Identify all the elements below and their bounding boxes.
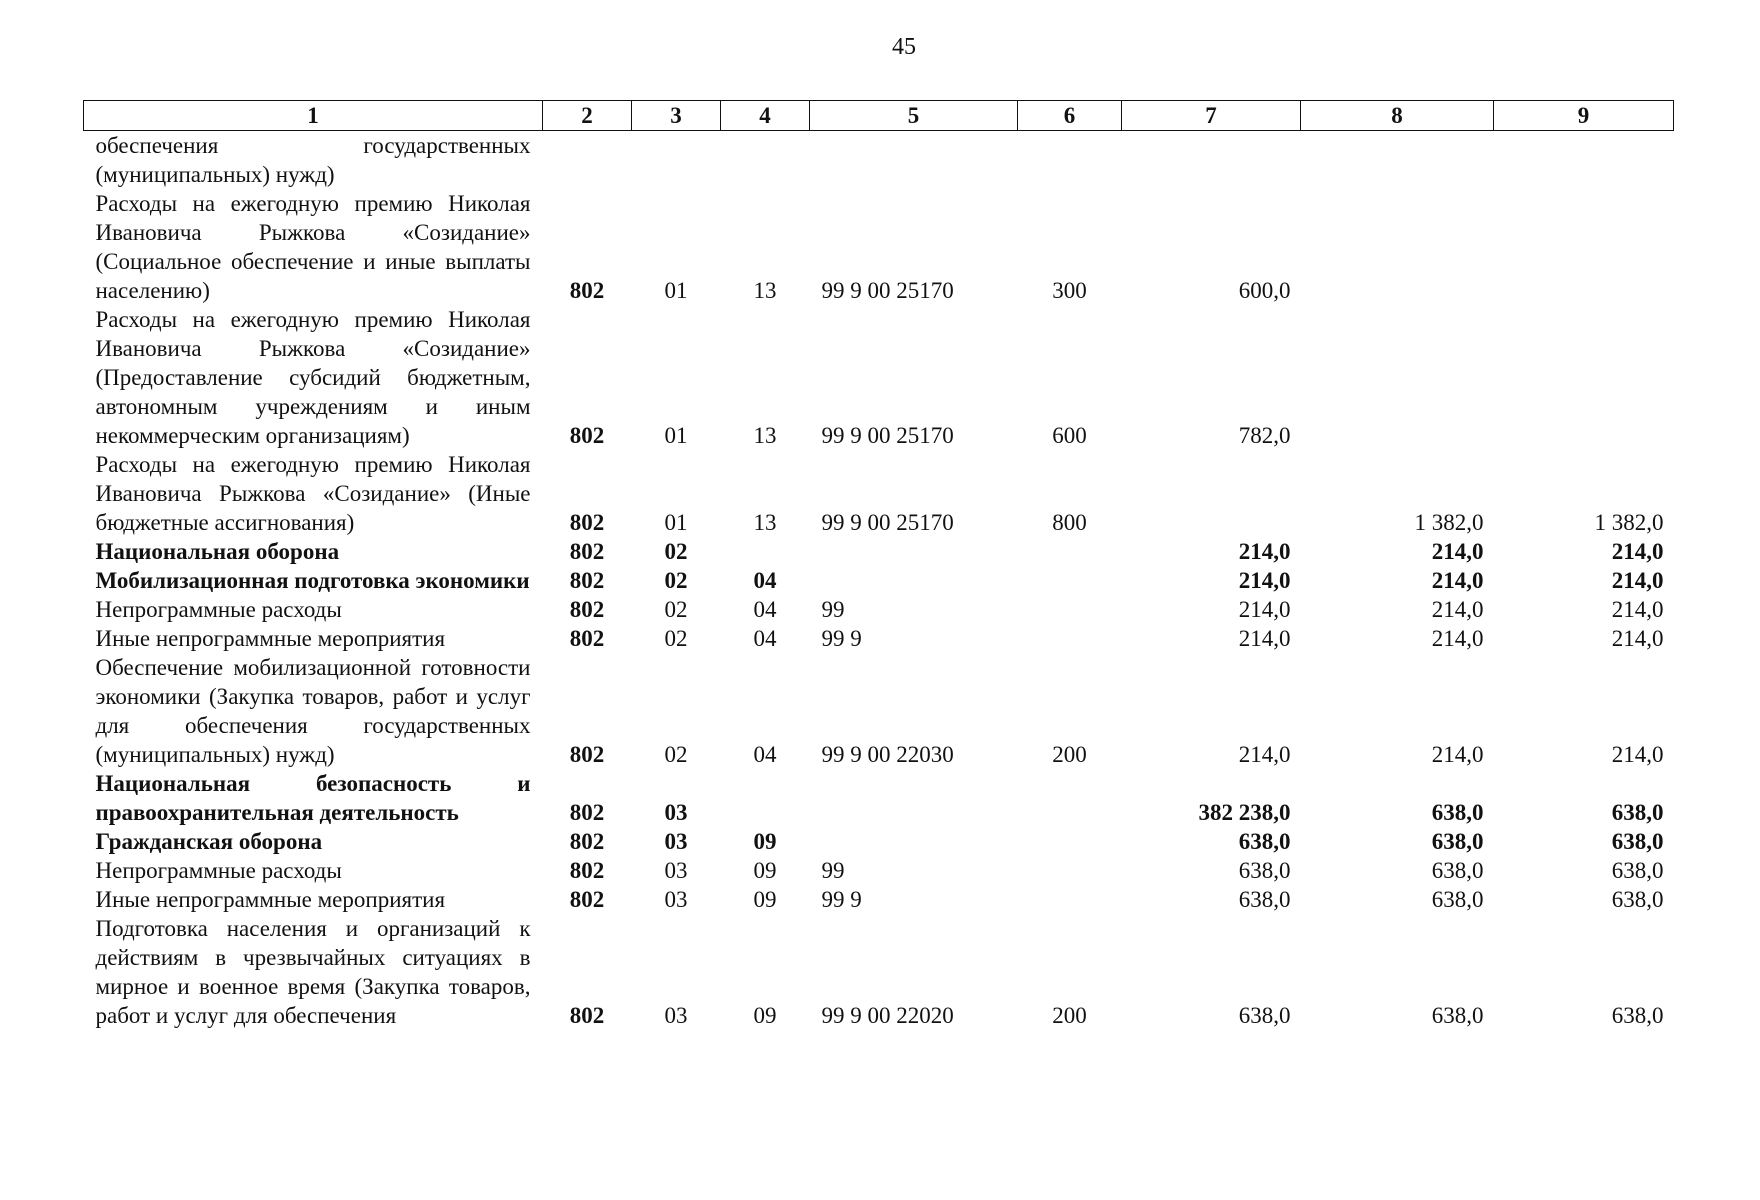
table-row bbox=[84, 856, 1674, 885]
table-body bbox=[84, 131, 1674, 1031]
amount-col7: 214,0 bbox=[1238, 539, 1291, 564]
ministry-code: 802 bbox=[569, 278, 605, 303]
target-article-code: 99 9 00 22030 bbox=[821, 742, 954, 767]
subsection-code bbox=[721, 131, 810, 190]
amount-col8: 214,0 bbox=[1431, 626, 1484, 651]
ministry-code: 802 bbox=[569, 1003, 605, 1028]
table-row bbox=[84, 914, 1674, 1030]
amount-col7 bbox=[1122, 131, 1301, 190]
expense-type-code: 600 bbox=[1052, 423, 1087, 448]
item-name: Гражданская оборона bbox=[95, 829, 323, 854]
expense-type-code: 200 bbox=[1052, 742, 1087, 767]
amount-col9: 214,0 bbox=[1611, 539, 1664, 564]
table-row bbox=[84, 450, 1674, 537]
item-name: Расходы на ежегодную премию Николая Ивановича Рыжкова «Созидание» (Предоставление субсидий бюджетным, автономным учреждениям и иным некоммерческим организациям) bbox=[95, 307, 531, 448]
subsection-code: 13 bbox=[753, 510, 777, 535]
amount-col7: 638,0 bbox=[1238, 1003, 1291, 1028]
column-header: 1 bbox=[84, 101, 543, 131]
column-header: 5 bbox=[810, 101, 1018, 131]
item-name: Подготовка населения и организаций к действиям в чрезвычайных ситуациях в мирное и военное время (Закупка товаров, работ и услуг для обеспечения bbox=[95, 916, 531, 1028]
table-row bbox=[84, 769, 1674, 827]
amount-col7 bbox=[1122, 450, 1301, 537]
section-code: 02 bbox=[664, 539, 688, 564]
ministry-code: 802 bbox=[569, 829, 605, 854]
column-header: 6 bbox=[1018, 101, 1122, 131]
amount-col8: 638,0 bbox=[1431, 829, 1484, 854]
ministry-code: 802 bbox=[569, 568, 605, 593]
subsection-code bbox=[721, 537, 810, 566]
amount-col9: 1 382,0 bbox=[1594, 510, 1664, 535]
target-article-code bbox=[810, 769, 1018, 827]
item-name: Иные непрограммные мероприятия bbox=[95, 626, 446, 651]
column-header: 9 bbox=[1494, 101, 1674, 131]
amount-col8: 638,0 bbox=[1431, 858, 1484, 883]
expense-type-code bbox=[1018, 131, 1122, 190]
budget-table bbox=[83, 100, 1674, 1030]
item-name: Мобилизационная подготовка экономики bbox=[95, 568, 530, 593]
table-row bbox=[84, 624, 1674, 653]
amount-col8: 638,0 bbox=[1431, 1003, 1484, 1028]
ministry-code: 802 bbox=[569, 510, 605, 535]
amount-col8 bbox=[1301, 131, 1494, 190]
column-header: 4 bbox=[721, 101, 810, 131]
amount-col8: 214,0 bbox=[1431, 568, 1484, 593]
subsection-code bbox=[721, 769, 810, 827]
ministry-code: 802 bbox=[569, 597, 605, 622]
ministry-code: 802 bbox=[569, 858, 605, 883]
item-name: Расходы на ежегодную премию Николая Ивановича Рыжкова «Созидание» (Социальное обеспечение и иные выплаты населению) bbox=[95, 191, 531, 303]
amount-col8 bbox=[1301, 305, 1494, 450]
target-article-code: 99 9 00 25170 bbox=[821, 278, 954, 303]
amount-col8: 214,0 bbox=[1431, 742, 1484, 767]
section-code: 01 bbox=[664, 510, 688, 535]
section-code: 03 bbox=[664, 887, 688, 912]
amount-col8: 638,0 bbox=[1431, 800, 1484, 825]
amount-col9: 638,0 bbox=[1611, 887, 1664, 912]
amount-col9: 638,0 bbox=[1611, 1003, 1664, 1028]
ministry-code: 802 bbox=[569, 742, 605, 767]
expense-type-code: 200 bbox=[1052, 1003, 1087, 1028]
expense-type-code bbox=[1018, 624, 1122, 653]
subsection-code: 04 bbox=[753, 626, 777, 651]
expense-type-code bbox=[1018, 595, 1122, 624]
subsection-code: 13 bbox=[753, 423, 777, 448]
subsection-code: 09 bbox=[753, 887, 777, 912]
expense-type-code: 300 bbox=[1052, 278, 1087, 303]
column-header: 7 bbox=[1122, 101, 1301, 131]
amount-col9 bbox=[1494, 131, 1674, 190]
target-article-code bbox=[810, 566, 1018, 595]
amount-col8 bbox=[1301, 189, 1494, 305]
amount-col9 bbox=[1494, 305, 1674, 450]
item-name: Расходы на ежегодную премию Николая Ивановича Рыжкова «Созидание» (Иные бюджетные ассигнования) bbox=[95, 452, 531, 535]
header-row bbox=[84, 101, 1674, 131]
target-article-code bbox=[810, 131, 1018, 190]
expense-type-code bbox=[1018, 566, 1122, 595]
item-name: Обеспечение мобилизационной готовности экономики (Закупка товаров, работ и услуг для обеспечения государственных (муниципальных) нужд) bbox=[95, 655, 531, 767]
table-row bbox=[84, 595, 1674, 624]
item-name: Иные непрограммные мероприятия bbox=[95, 887, 446, 912]
section-code: 02 bbox=[664, 742, 688, 767]
subsection-code: 13 bbox=[753, 278, 777, 303]
target-article-code: 99 9 00 25170 bbox=[821, 423, 954, 448]
table-row bbox=[84, 189, 1674, 305]
target-article-code bbox=[810, 827, 1018, 856]
amount-col8: 214,0 bbox=[1431, 539, 1484, 564]
target-article-code bbox=[810, 537, 1018, 566]
column-header: 8 bbox=[1301, 101, 1494, 131]
amount-col9: 638,0 bbox=[1611, 858, 1664, 883]
amount-col7: 638,0 bbox=[1238, 829, 1291, 854]
amount-col7: 638,0 bbox=[1238, 887, 1291, 912]
amount-col7: 382 238,0 bbox=[1198, 800, 1291, 825]
section-code: 03 bbox=[664, 1003, 688, 1028]
amount-col9 bbox=[1494, 189, 1674, 305]
subsection-code: 09 bbox=[753, 858, 777, 883]
item-name: обеспечения государственных (муниципальных) нужд) bbox=[95, 133, 531, 187]
amount-col9: 214,0 bbox=[1611, 568, 1664, 593]
amount-col7: 214,0 bbox=[1238, 626, 1291, 651]
ministry-code: 802 bbox=[569, 626, 605, 651]
subsection-code: 04 bbox=[753, 568, 777, 593]
table-row bbox=[84, 827, 1674, 856]
ministry-code: 802 bbox=[569, 539, 605, 564]
ministry-code: 802 bbox=[569, 800, 605, 825]
item-name: Национальная оборона bbox=[95, 539, 340, 564]
section-code: 02 bbox=[664, 626, 688, 651]
section-code bbox=[632, 131, 721, 190]
column-header: 3 bbox=[632, 101, 721, 131]
amount-col7: 214,0 bbox=[1238, 597, 1291, 622]
amount-col7: 214,0 bbox=[1238, 742, 1291, 767]
section-code: 01 bbox=[664, 423, 688, 448]
table-row bbox=[84, 131, 1674, 190]
subsection-code: 09 bbox=[753, 829, 777, 854]
target-article-code: 99 9 00 25170 bbox=[821, 510, 954, 535]
item-name: Непрограммные расходы bbox=[95, 597, 342, 622]
expense-type-code bbox=[1018, 537, 1122, 566]
amount-col7: 782,0 bbox=[1238, 423, 1291, 448]
amount-col8: 1 382,0 bbox=[1414, 510, 1484, 535]
item-name: Непрограммные расходы bbox=[95, 858, 342, 883]
section-code: 02 bbox=[664, 597, 688, 622]
expense-type-code bbox=[1018, 827, 1122, 856]
amount-col9: 638,0 bbox=[1611, 800, 1664, 825]
expense-type-code: 800 bbox=[1052, 510, 1087, 535]
table-row bbox=[84, 537, 1674, 566]
expense-type-code bbox=[1018, 885, 1122, 914]
amount-col9: 214,0 bbox=[1611, 626, 1664, 651]
ministry-code bbox=[543, 131, 632, 190]
subsection-code: 04 bbox=[753, 742, 777, 767]
expense-type-code bbox=[1018, 769, 1122, 827]
amount-col7: 638,0 bbox=[1238, 858, 1291, 883]
amount-col9: 214,0 bbox=[1611, 597, 1664, 622]
amount-col7: 600,0 bbox=[1238, 278, 1291, 303]
amount-col7: 214,0 bbox=[1238, 568, 1291, 593]
subsection-code: 09 bbox=[753, 1003, 777, 1028]
amount-col8: 638,0 bbox=[1431, 887, 1484, 912]
ministry-code: 802 bbox=[569, 887, 605, 912]
section-code: 01 bbox=[664, 278, 688, 303]
target-article-code: 99 9 bbox=[821, 887, 862, 912]
section-code: 03 bbox=[664, 800, 688, 825]
expense-type-code bbox=[1018, 856, 1122, 885]
section-code: 03 bbox=[664, 829, 688, 854]
target-article-code: 99 9 00 22020 bbox=[821, 1003, 954, 1028]
table-row bbox=[84, 566, 1674, 595]
target-article-code: 99 9 bbox=[821, 626, 862, 651]
section-code: 02 bbox=[664, 568, 688, 593]
amount-col9: 638,0 bbox=[1611, 829, 1664, 854]
target-article-code: 99 bbox=[821, 597, 845, 622]
page-number: 45 bbox=[892, 34, 916, 60]
table-row bbox=[84, 885, 1674, 914]
section-code: 03 bbox=[664, 858, 688, 883]
table-row bbox=[84, 305, 1674, 450]
item-name: Национальная безопасность и правоохранительная деятельность bbox=[95, 771, 531, 825]
target-article-code: 99 bbox=[821, 858, 845, 883]
amount-col8: 214,0 bbox=[1431, 597, 1484, 622]
amount-col9: 214,0 bbox=[1611, 742, 1664, 767]
ministry-code: 802 bbox=[569, 423, 605, 448]
subsection-code: 04 bbox=[753, 597, 777, 622]
column-header: 2 bbox=[543, 101, 632, 131]
table-row bbox=[84, 653, 1674, 769]
